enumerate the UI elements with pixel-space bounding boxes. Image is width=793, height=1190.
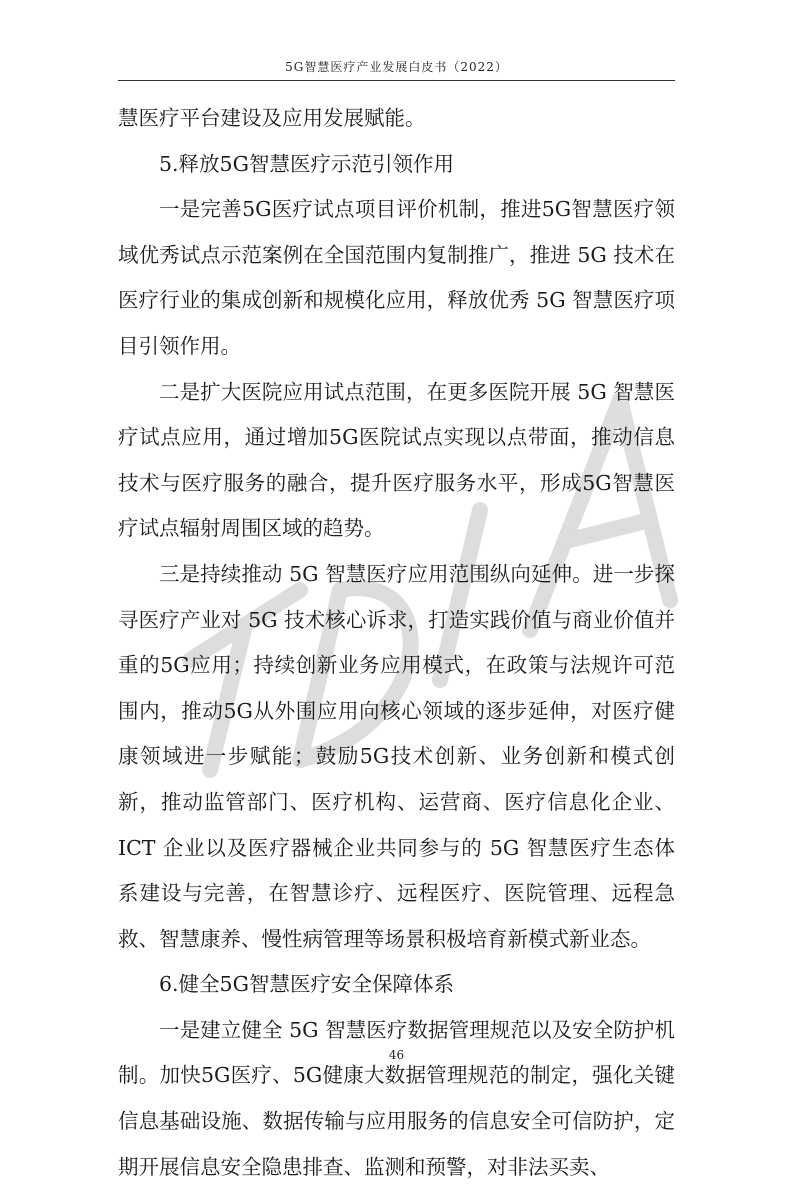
section-heading-6: 6.健全5G智慧医疗安全保障体系	[159, 972, 454, 997]
body-text	[118, 96, 675, 1190]
paragraph: 三是持续推动 5G 智慧医疗应用范围纵向延伸。进一步探寻医疗产业对 5G 技术核心诉求，打造实践价值与商业价值并重的5G应用；持续创新业务应用模式，在政策与法规许可范围内，推动5G从外围应用向核心领域的逐步延伸，对医疗健康领域进一步赋能；鼓励5G技术创新、业务创新和模式创新，推动监管部门、医疗机构、运营商、医疗信息化企业、ICT 企业以及医疗器械企业共同参与的 5G 智慧医疗生态体系建设与完善，在智慧诊疗、远程医疗、医院管理、远程急救、智慧康养、慢性病管理等场景积极培育新模式新业态。	[118, 561, 675, 951]
page-number: 46	[388, 1048, 405, 1062]
paragraph-continuation: 慧医疗平台建设及应用发展赋能。	[118, 106, 426, 130]
running-header: 5G智慧医疗产业发展白皮书（2022）	[285, 60, 508, 74]
paragraph: 二是扩大医院应用试点范围，在更多医院开展 5G 智慧医疗试点应用，通过增加5G医院试点实现以点带面，推动信息技术与医疗服务的融合，提升医疗服务水平，形成5G智慧医疗试点辐射周围区域的趋势。	[118, 379, 675, 541]
paragraph: 一是完善5G医疗试点项目评价机制，推进5G智慧医疗领域优秀试点示范案例在全国范围内复制推广，推进 5G 技术在医疗行业的集成创新和规模化应用，释放优秀 5G 智慧医疗项目引领作用。	[118, 197, 675, 358]
header-rule	[118, 80, 675, 81]
section-heading-5: 5.释放5G智慧医疗示范引领作用	[159, 151, 454, 176]
paragraph: 一是建立健全 5G 智慧医疗数据管理规范以及安全防护机制。加快5G医疗、5G健康大数据管理规范的制定，强化关键信息基础设施、数据传输与应用服务的信息安全可信防护，定期开展信息安全隐患排查、监测和预警，对非法买卖、	[118, 1017, 675, 1179]
